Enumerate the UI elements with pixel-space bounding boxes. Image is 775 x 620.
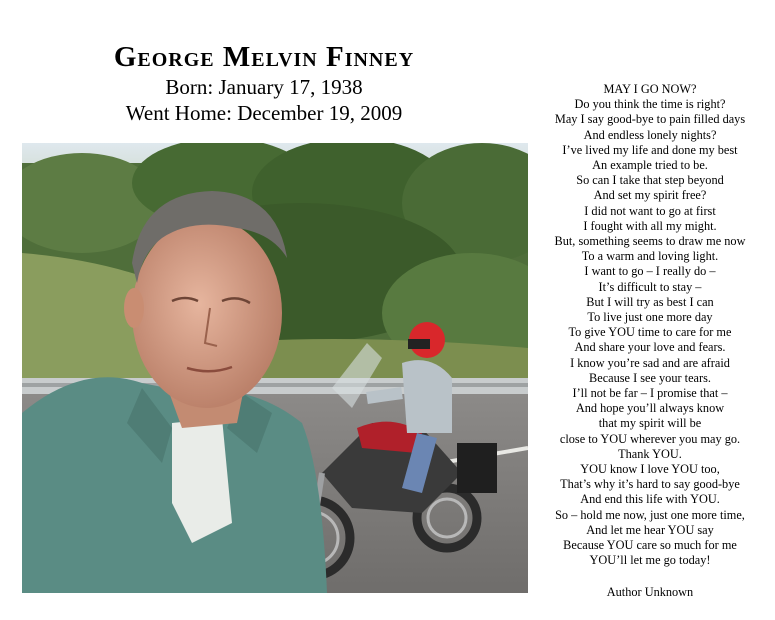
poem-line: And endless lonely nights? <box>583 127 717 142</box>
poem-line: An example tried to be. <box>592 158 708 173</box>
poem-line: And hope you’ll always know <box>575 401 725 416</box>
poem-line: But I will try as best I can <box>586 294 714 309</box>
poem-line: Because YOU care so much for me <box>563 538 737 553</box>
poem-line: It’s difficult to stay – <box>598 279 702 294</box>
poem-line: And set my spirit free? <box>593 188 707 203</box>
poem-author: Author Unknown <box>606 585 694 599</box>
poem-line: And let me hear YOU say <box>586 522 714 537</box>
poem-line: So – hold me now, just one more time, <box>555 507 745 522</box>
memorial-photo <box>22 143 528 593</box>
poem-line: Do you think the time is right? <box>574 97 726 112</box>
poem-line: YOU know I love YOU too, <box>580 462 720 477</box>
poem-line: But, something seems to draw me now <box>554 234 746 249</box>
poem-line: I’ll not be far – I promise that – <box>572 386 728 401</box>
poem-line: YOU’ll let me go today! <box>589 553 711 568</box>
poem-line: So can I take that step beyond <box>576 173 724 188</box>
poem-line: To a warm and loving light. <box>581 249 719 264</box>
poem-line: that my spirit will be <box>598 416 702 431</box>
birth-date: Born: January 17, 1938 <box>165 75 363 99</box>
poem-line: Because I see your tears. <box>589 370 711 385</box>
memorial-name: George Melvin Finney <box>113 41 415 73</box>
poem-line: I’ve lived my life and done my best <box>562 142 738 157</box>
poem-line: May I say good-bye to pain filled days <box>554 112 746 127</box>
poem-line: And end this life with YOU. <box>580 492 720 507</box>
poem <box>530 82 770 569</box>
poem-line: I want to go – I really do – <box>584 264 716 279</box>
poem-line: That’s why it’s hard to say good-bye <box>560 477 740 492</box>
poem-line: I did not want to go at first <box>584 203 716 218</box>
poem-line: And share your love and fears. <box>574 340 726 355</box>
poem-line: close to YOU wherever you may go. <box>559 431 741 446</box>
poem-line: To give YOU time to care for me <box>568 325 732 340</box>
poem-line: Thank YOU. <box>618 446 682 461</box>
poem-line: To live just one more day <box>587 310 713 325</box>
passing-date: Went Home: December 19, 2009 <box>125 101 403 125</box>
memorial-header <box>24 40 504 126</box>
poem-line: I fought with all my might. <box>583 218 717 233</box>
poem-line: I know you’re sad and are afraid <box>570 355 730 370</box>
poem-title: MAY I GO NOW? <box>603 82 697 96</box>
